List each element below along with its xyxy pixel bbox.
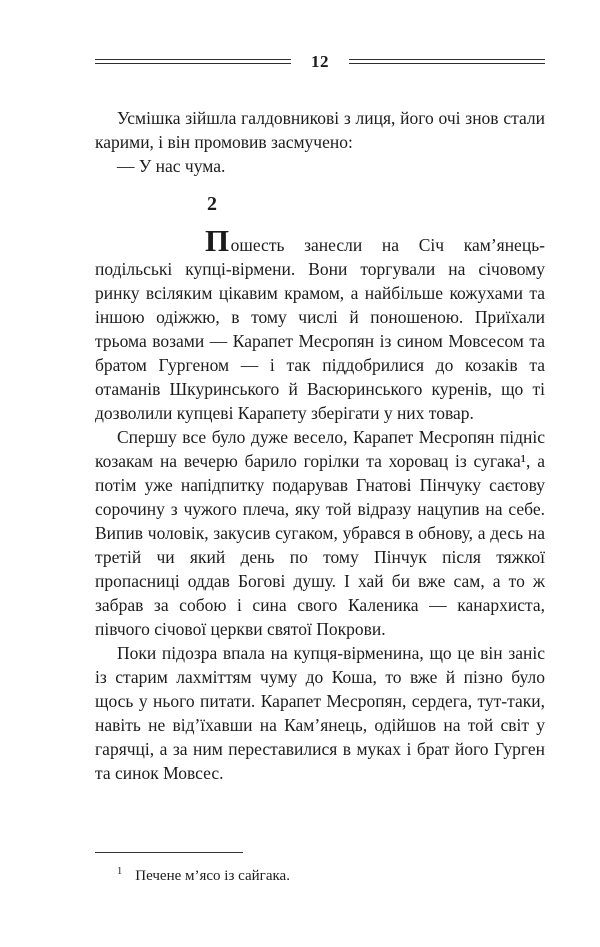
opening-paragraph-text: ошесть занесли на Січ кам’янець-подільські купці-вірмени. Вони торгували на січовому ринку всіляким цікавим крамом, а найбільше кожухами та іншою одіжжю, в тому числі й поношеною. Приїхали трьома возами — Карапет Месропян із сином Мовсесом та братом Гургеном — і так піддобрилися до козаків та отаманів Шкуринського й Васюринського куренів, що ті дозволили купцеві Карапету зберігати у них товар. [95,235,545,423]
page-number: 12 [311,51,329,71]
header-rule-right [349,59,545,64]
paragraph-4: Поки підозра впала на купця-вірменина, що це він заніс із старим лахміттям чуму до Коша, то вже й пізно було щось у нього питати. Карапет Месропян, сердега, тут-таки, навіть не від’їхавши на Кам’янець, одійшов на той світ у гарячці, а за ним переставилися в муках і брат його Гурген та синок Мовсес. [95,643,545,783]
page-header [95,52,545,70]
header-rule-left [95,59,291,64]
drop-cap-initial: П [205,223,230,258]
intro-paragraph: Усмішка зійшла галдовникові з лиця, його очі знов стали карими, і він промовив засмучено: [95,108,545,152]
footnote-marker: 1 [117,866,123,877]
chapter-opening-paragraph [95,223,545,425]
footnote-area [95,852,545,886]
dialogue-line: — У нас чума. [117,156,226,176]
footnote-separator [95,852,243,853]
chapter-number: 2 [207,193,217,215]
footnote-line [95,862,545,886]
paragraph-3: Спершу все було дуже весело, Карапет Месропян підніс козакам на вечерю барило горілки та хоровац із сугака¹, а потім уже напідпитку подарував Гнатові Пінчуку саєтову сорочину з чужого плеча, яку той відразу нацупив на себе. Випив чоловік, закусив сугаком, убрався в обнову, а десь на третій чи який день по тому Пінчук після тяжкої пропасниці оддав Богові душу. І хай би вже сам, а то ж забрав за собою і сина свого Каленика — канархиста, півчого січової церкви святої Покрови. [95,427,545,639]
text-block [95,106,545,785]
footnote-text: Печене м’ясо із сайгака. [135,868,290,884]
